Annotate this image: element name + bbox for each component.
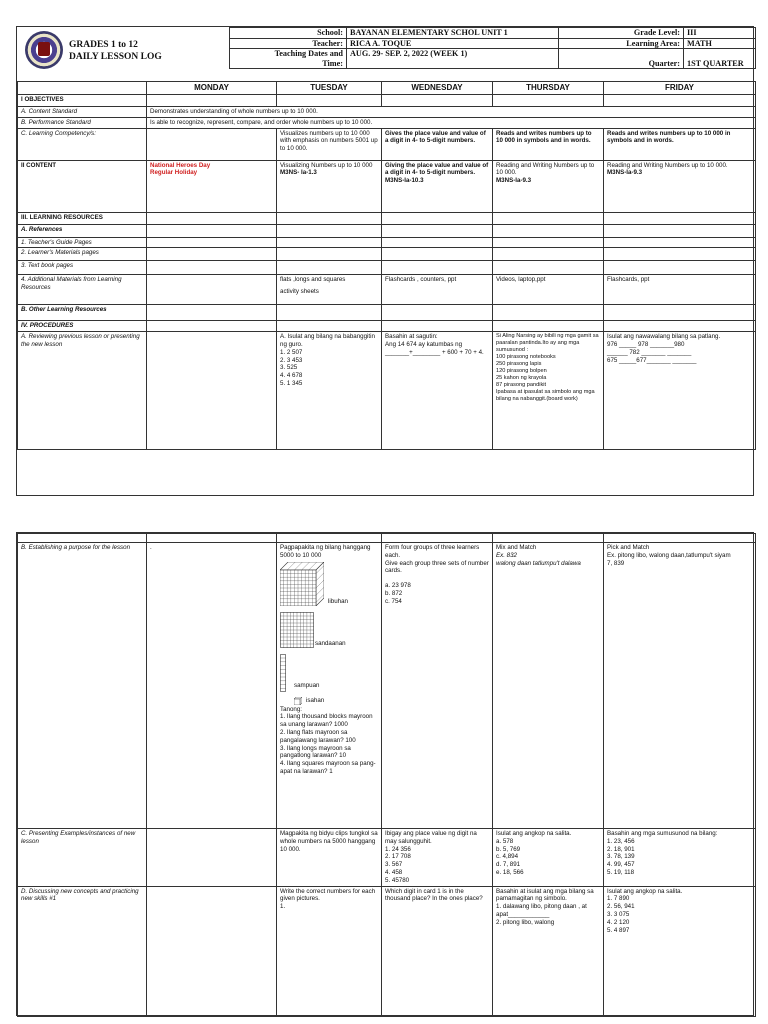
examples-wednesday-line: 3. 567 bbox=[385, 861, 403, 869]
performance-standard-text: Is able to recognize, represent, compare, and order whole numbers up to 10 000. bbox=[147, 117, 756, 128]
purpose-label: B. Establishing a purpose for the lesson bbox=[18, 543, 147, 829]
examples-friday bbox=[604, 829, 756, 887]
day-thursday: THURSDAY bbox=[493, 82, 604, 95]
day-friday: FRIDAY bbox=[604, 82, 756, 95]
examples-thursday-line: e. 18, 566 bbox=[496, 868, 524, 876]
discussing-thursday-line: 1. dalawang libo, pitong daan , at apat____________ bbox=[496, 903, 587, 918]
title-line-1: GRADES 1 to 12 bbox=[69, 40, 138, 50]
review-tuesday-line: 3. 525 bbox=[280, 364, 298, 372]
materials-tuesday-2: activity sheets bbox=[280, 288, 319, 296]
references-heading: A. References bbox=[18, 224, 147, 237]
competency-label: C. Learning Competency/s: bbox=[18, 128, 147, 160]
review-thursday-line: 120 pirasong bolpen bbox=[496, 368, 547, 375]
examples-thursday-line: Isulat ang angkop na salita. bbox=[496, 830, 572, 837]
purpose-friday-title: Pick and Match bbox=[607, 544, 650, 551]
review-friday-line: 675 _____677_______ _______ bbox=[607, 356, 697, 364]
discussing-thursday-line: 2. pitong libo, walong bbox=[496, 918, 555, 926]
review-tuesday bbox=[277, 332, 382, 450]
hundred-flat-icon bbox=[280, 612, 314, 648]
discussing-friday-line: 1. 7 890 bbox=[607, 895, 630, 903]
purpose-thursday-example: Ex. 832 bbox=[496, 551, 517, 559]
school-label: School: bbox=[230, 28, 347, 39]
purpose-tuesday bbox=[277, 543, 382, 829]
review-friday bbox=[604, 332, 756, 450]
header-info-table bbox=[229, 27, 756, 69]
examples-friday-line: 2. 18, 901 bbox=[607, 845, 635, 853]
title-line-2: DAILY LESSON LOG bbox=[69, 52, 162, 62]
purpose-wednesday-line: b. 872 bbox=[385, 589, 403, 597]
discussing-tuesday-line: 1. bbox=[280, 903, 286, 911]
examples-thursday-line: a. 578 bbox=[496, 837, 514, 845]
examples-friday-line: 3. 78, 139 bbox=[607, 853, 635, 861]
day-monday: MONDAY bbox=[147, 82, 277, 95]
content-standard-label: A. Content Standard bbox=[18, 107, 147, 118]
discussing-wednesday: Which digit in card 1 is in the thousand place? In the ones place? bbox=[382, 886, 493, 1016]
discussing-label: D. Discussing new concepts and practicing new skills #1 bbox=[18, 886, 147, 1016]
purpose-tuesday-question: 2. Ilang flats mayroon sa pangalawang larawan? 100 bbox=[280, 728, 356, 744]
purpose-tuesday-question: 4. Ilang squares mayroon sa pang-apat na larawan? 1 bbox=[280, 760, 376, 775]
examples-wednesday-line: 4. 458 bbox=[385, 868, 403, 876]
examples-friday-line: Basahin ang mga sumusunod na bilang: bbox=[607, 830, 718, 837]
purpose-wednesday-line: a. 23 978 bbox=[385, 582, 411, 590]
discussing-friday bbox=[604, 886, 756, 1016]
competency-friday: Reads and writes numbers up to 10 000 in symbols and in words. bbox=[604, 128, 756, 160]
grade-value: III bbox=[684, 28, 756, 39]
review-tuesday-line: 5. 1 345 bbox=[280, 379, 303, 387]
discussing-friday-line: 3. 3 075 bbox=[607, 910, 630, 918]
deped-seal-logo bbox=[25, 31, 63, 69]
examples-friday-line: 4. 99, 457 bbox=[607, 861, 635, 869]
purpose-thursday bbox=[493, 543, 604, 829]
content-friday: Reading and Writing Numbers up to 10 000. bbox=[607, 161, 728, 169]
teachers-guide-label: 1. Teacher's Guide Pages bbox=[18, 237, 147, 248]
dates-label bbox=[230, 49, 347, 69]
isahan-label: isahan bbox=[306, 696, 325, 704]
examples-thursday bbox=[493, 829, 604, 887]
review-thursday-line: Si Aling Narsing ay bibili ng mga gamit sa paaralan pantinda.Ito ay ang mga sumusunod : bbox=[496, 333, 599, 354]
review-wednesday bbox=[382, 332, 493, 450]
content-tuesday: Visualizing Numbers up to 10 000 bbox=[280, 161, 373, 169]
discussing-thursday-line: Basahin at isulat ang mga bilang sa pamamagitan ng simbolo. bbox=[496, 887, 594, 903]
day-header-row bbox=[18, 82, 756, 95]
purpose-tuesday-question: Tanong: bbox=[280, 705, 303, 713]
purpose-thursday-words: walong daan tatlumpu't dalawa bbox=[496, 559, 581, 567]
review-wednesday-line: Ang 14 674 ay katumbas ng _______+________ + 600 + 70 + 4. bbox=[385, 340, 484, 356]
review-tuesday-line: 4. 4 678 bbox=[280, 372, 303, 380]
purpose-monday: . bbox=[147, 543, 277, 829]
purpose-wednesday-line: Form four groups of three learners each. bbox=[385, 544, 480, 559]
review-thursday-line: 25 kahon ng krayola bbox=[496, 375, 547, 382]
learners-materials-label: 2. Learner's Materials pages bbox=[18, 248, 147, 261]
performance-standard-label: B. Performance Standard bbox=[18, 117, 147, 128]
teacher-value: RICA A. TOQUE bbox=[347, 38, 559, 49]
discussing-friday-line: 5. 4 897 bbox=[607, 926, 630, 934]
school-value: BAYANAN ELEMENTARY SCHOL UNIT 1 bbox=[347, 28, 559, 39]
examples-friday-line: 5. 19, 118 bbox=[607, 868, 635, 876]
holiday-name: National Heroes Day bbox=[150, 161, 211, 169]
additional-materials-label: 4. Additional Materials from Learning Resources bbox=[18, 275, 147, 305]
materials-thursday: Videos, laptop,ppt bbox=[493, 275, 604, 305]
examples-wednesday-line: Ibigay ang place value ng digit na may salungguhit. bbox=[385, 830, 477, 845]
review-tuesday-line: A. Isulat ang bilang na babanggitin ng guro. bbox=[280, 333, 375, 348]
examples-wednesday-line: 1. 24 356 bbox=[385, 845, 411, 853]
day-tuesday: TUESDAY bbox=[277, 82, 382, 95]
competency-wednesday: Gives the place value and value of a digit in 4- to 5-digit numbers. bbox=[382, 128, 493, 160]
purpose-thursday-title: Mix and Match bbox=[496, 544, 537, 551]
holiday-type: Regular Holiday bbox=[150, 169, 198, 177]
discussing-tuesday-line: Write the correct numbers for each given pictures. bbox=[280, 887, 376, 903]
purpose-tuesday-intro: Pagpapakita ng bilang hanggang 5000 to 10 000 bbox=[280, 544, 371, 559]
lesson-log-page-2 bbox=[16, 532, 754, 1016]
review-thursday-line: 100 pirasong notebooks bbox=[496, 354, 556, 361]
dates-label-line-1: Teaching Dates and bbox=[274, 49, 343, 58]
review-thursday-line: Ipabasa at ipasulat sa simbolo ang mga bilang na nabanggit.(board work) bbox=[496, 389, 595, 403]
ten-long-icon bbox=[280, 654, 286, 692]
content-thursday: Reading and Writing Numbers up to 10 000. bbox=[496, 161, 595, 177]
purpose-tuesday-question: 1. Ilang thousand blocks mayroon sa unang larawan? 1000 bbox=[280, 713, 373, 729]
content-wednesday: Giving the place value and value of a digit in 4- to 5-digit numbers. bbox=[385, 161, 489, 177]
day-wednesday: WEDNESDAY bbox=[382, 82, 493, 95]
discussing-thursday bbox=[493, 886, 604, 1016]
other-resources-label: B. Other Learning Resources bbox=[18, 305, 147, 321]
resources-heading: III. LEARNING RESOURCES bbox=[18, 212, 147, 224]
materials-tuesday-1: flats ,longs and squares bbox=[280, 276, 346, 284]
quarter-label: Quarter: bbox=[559, 49, 684, 69]
code-tuesday: M3NS- Ia-1.3 bbox=[280, 169, 317, 177]
examples-thursday-line: c. 4,894 bbox=[496, 853, 519, 861]
purpose-tuesday-question: 3. Ilang longs mayroon sa pangatlong larawan? 10 bbox=[280, 744, 351, 760]
examples-wednesday-line: 5. 45780 bbox=[385, 876, 410, 884]
procedures-heading: IV. PROCEDURES bbox=[18, 321, 147, 332]
examples-wednesday bbox=[382, 829, 493, 887]
dates-value: AUG. 29- SEP. 2, 2022 (WEEK 1) bbox=[347, 49, 559, 69]
quarter-value: 1ST QUARTER bbox=[684, 49, 756, 69]
thousand-cube-icon bbox=[280, 562, 324, 606]
lesson-log-page-1 bbox=[16, 26, 754, 496]
document-title bbox=[69, 39, 162, 63]
review-friday-line: ______ 782 _______ _______ bbox=[607, 348, 692, 356]
lesson-table-page-2 bbox=[17, 533, 756, 1017]
examples-thursday-line: d. 7, 891 bbox=[496, 861, 521, 869]
area-label: Learning Area: bbox=[559, 38, 684, 49]
purpose-wednesday-line: c. 754 bbox=[385, 597, 402, 605]
code-thursday: M3NS-Ia-9.3 bbox=[496, 177, 532, 185]
grade-label: Grade Level: bbox=[559, 28, 684, 39]
purpose-wednesday-line: Give each group three sets of number cards. bbox=[385, 559, 489, 575]
materials-wednesday: Flashcards , counters, ppt bbox=[382, 275, 493, 305]
examples-friday-line: 1. 23, 456 bbox=[607, 837, 635, 845]
discussing-friday-line: 4. 2 120 bbox=[607, 918, 630, 926]
textbook-pages-label: 3. Text book pages bbox=[18, 261, 147, 275]
lesson-table-page-1 bbox=[17, 81, 756, 450]
review-tuesday-line: 2. 3 453 bbox=[280, 356, 303, 364]
area-value: MATH bbox=[684, 38, 756, 49]
review-label: A. Reviewing previous lesson or presenting the new lesson bbox=[18, 332, 147, 450]
one-unit-cube-icon bbox=[294, 697, 302, 705]
review-friday-line: 976 _____ 978 _______980 bbox=[607, 340, 685, 348]
purpose-friday-example: Ex. pitong libo, walong daan,tatlumpu't siyam bbox=[607, 551, 731, 559]
code-friday: M3NS-Ia-9.3 bbox=[607, 169, 643, 177]
purpose-friday-number: 7, 839 bbox=[607, 559, 625, 567]
review-tuesday-line: 1. 2 507 bbox=[280, 348, 303, 356]
examples-wednesday-line: 2. 17 708 bbox=[385, 853, 411, 861]
review-wednesday-line: Basahin at sagutin: bbox=[385, 333, 438, 341]
competency-tuesday: Visualizes numbers up to 10 000 with emphasis on numbers 5001 up to 10 000. bbox=[277, 128, 382, 160]
objectives-heading: I OBJECTIVES bbox=[18, 95, 147, 107]
review-thursday-line: 250 pirasong lapis bbox=[496, 361, 542, 368]
sampuan-label: sampuan bbox=[294, 681, 320, 689]
dates-label-line-2: Time: bbox=[322, 58, 343, 68]
materials-friday: Flashcards, ppt bbox=[604, 275, 756, 305]
libuhan-label: libuhan bbox=[328, 597, 348, 605]
discussing-friday-line: 2. 56, 941 bbox=[607, 903, 635, 911]
review-thursday bbox=[493, 332, 604, 450]
examples-label: C. Presenting Examples/instances of new lesson bbox=[18, 829, 147, 887]
review-thursday-line: 87 pirasong pandikit bbox=[496, 382, 547, 389]
content-standard-text: Demonstrates understanding of whole numbers up to 10 000. bbox=[147, 107, 756, 118]
document-header bbox=[17, 27, 755, 75]
competency-thursday: Reads and writes numbers up to 10 000 in symbols and in words. bbox=[493, 128, 604, 160]
discussing-tuesday bbox=[277, 886, 382, 1016]
content-heading: II CONTENT bbox=[18, 160, 147, 212]
code-wednesday: M3NS-Ia-10.3 bbox=[385, 177, 424, 185]
examples-thursday-line: b. 5, 769 bbox=[496, 845, 521, 853]
purpose-friday bbox=[604, 543, 756, 829]
teacher-label: Teacher: bbox=[230, 38, 347, 49]
examples-tuesday: Magpakita ng bidyu clips tungkol sa whole numbers na 5000 hanggang 10 000. bbox=[277, 829, 382, 887]
sandaanan-label: sandaanan bbox=[315, 639, 346, 647]
discussing-friday-line: Isulat ang angkop na salita. bbox=[607, 887, 683, 895]
purpose-wednesday bbox=[382, 543, 493, 829]
review-friday-line: Isulat ang nawawalang bilang sa patlang. bbox=[607, 333, 721, 341]
